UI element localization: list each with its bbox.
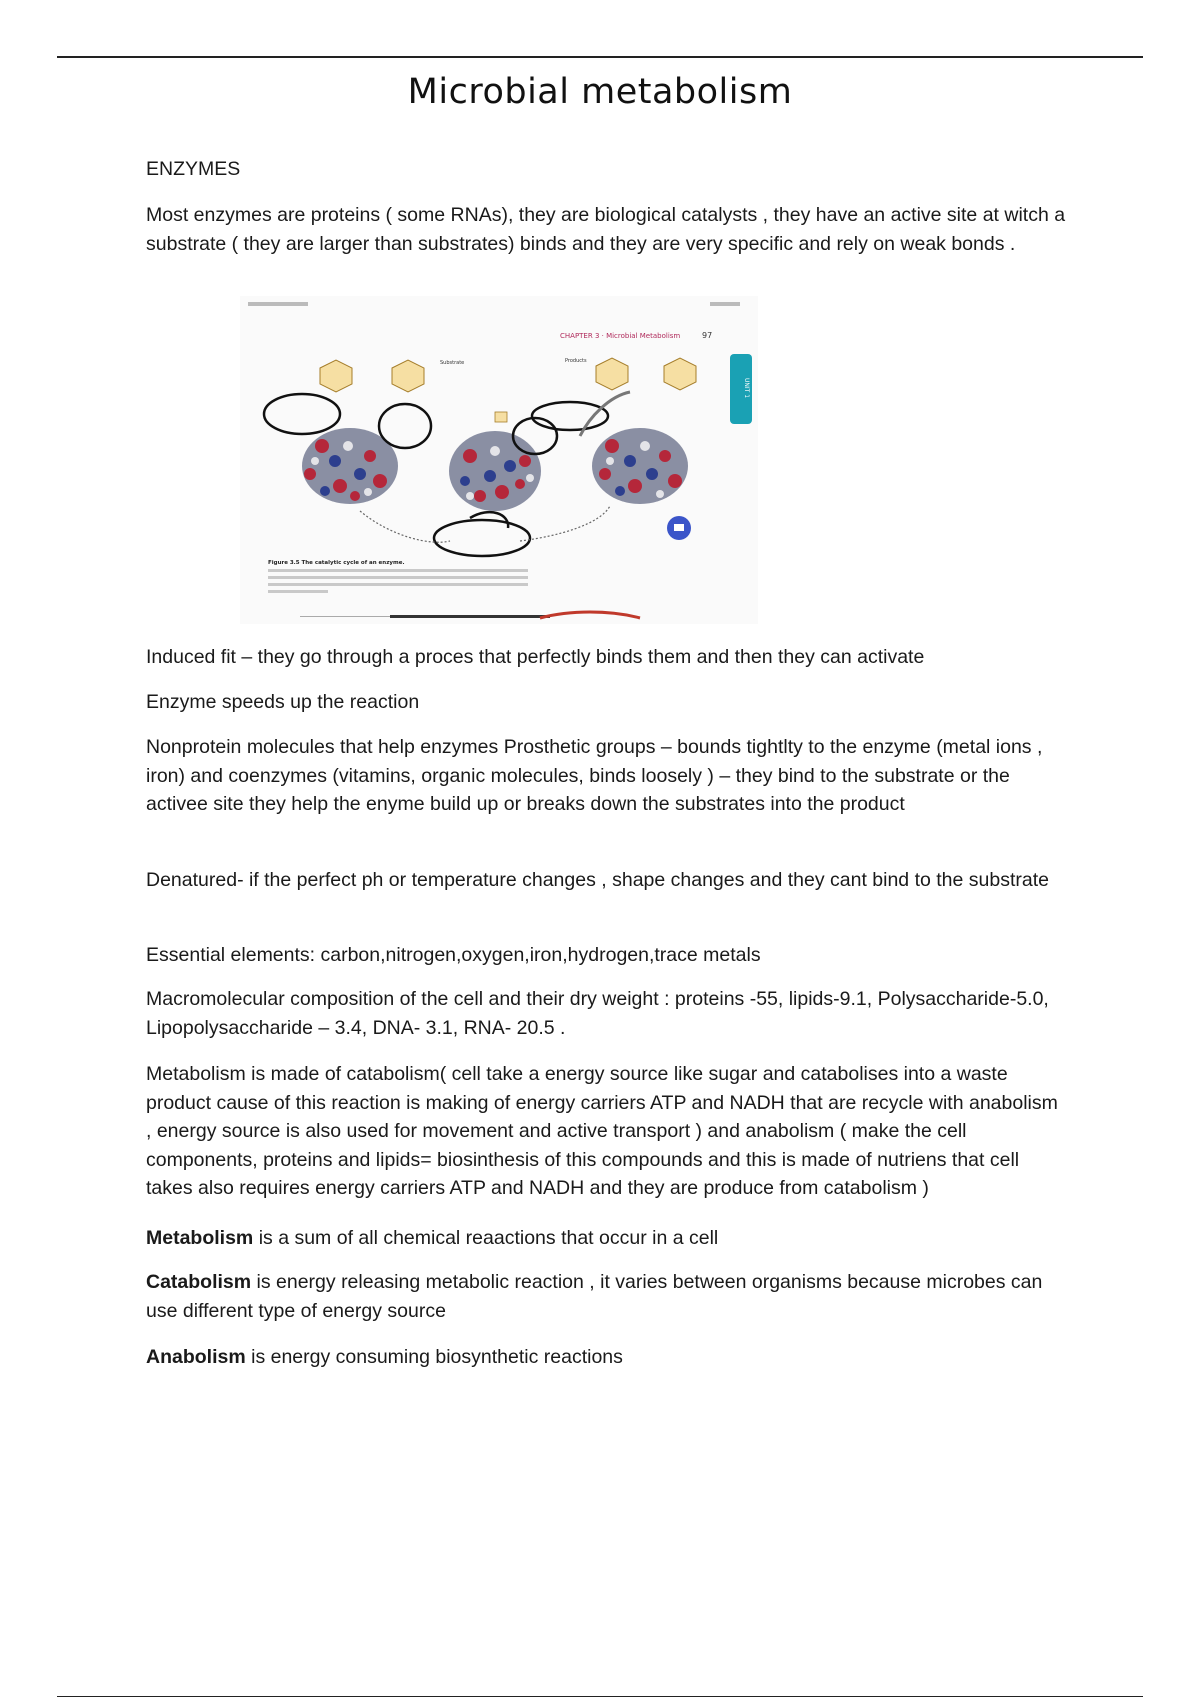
induced-fit-text: Induced fit – they go through a proces that perfectly binds them and then they can activate xyxy=(146,646,925,668)
definition-text: is energy releasing metabolic reaction , it varies between organisms because microbes can use different type of energy source xyxy=(146,1271,1043,1322)
substrate-label: Substrate xyxy=(440,360,465,366)
top-rule xyxy=(57,56,1143,58)
speeds-text: Enzyme speeds up the reaction xyxy=(146,691,420,713)
essential-paragraph xyxy=(146,941,1066,970)
products-label: Products xyxy=(565,358,587,364)
macro-paragraph xyxy=(146,985,1066,1042)
intro-paragraph xyxy=(146,201,1066,258)
enzyme-figure-svg xyxy=(240,296,758,624)
figure-caption: Figure 3.5 The catalytic cycle of an enzyme. xyxy=(268,560,405,566)
denatured-text: Denatured- if the perfect ph or temperature changes , shape changes and they cant bind to the substrate xyxy=(146,869,1049,891)
speeds-paragraph xyxy=(146,688,1066,717)
definition-text: is a sum of all chemical reaactions that occur in a cell xyxy=(253,1227,719,1249)
intro-text: Most enzymes are proteins ( some RNAs), they are biological catalysts , they have an active site at witch a substrate ( they are larger than substrates) binds and they are very specific and rely on weak bonds . xyxy=(146,204,1066,255)
enzyme-cycle-figure xyxy=(240,296,758,624)
definition-anabolism xyxy=(146,1343,1066,1372)
section-heading: ENZYMES xyxy=(146,158,241,180)
definition-term: Metabolism xyxy=(146,1227,254,1249)
chapter-label: CHAPTER 3 · Microbial Metabolism xyxy=(560,332,681,340)
figure-page-number: 97 xyxy=(702,331,713,340)
nonprotein-paragraph xyxy=(146,733,1066,819)
unit-tab-label: UNIT 1 xyxy=(743,378,750,399)
metabolism-text: Metabolism is made of catabolism( cell take a energy source like sugar and catabolises into a waste product cause of this reaction is making of energy carriers ATP and NADH that are recycle with anabolism , energy source is also used for movement and active transport ) and anabolism ( make the cell components, proteins and lipids= biosinthesis of this compounds and this is made of nutriens that cell takes also requires energy carriers ATP and NADH and they are produce from catabolism ) xyxy=(146,1063,1058,1199)
page-title: Microbial metabolism xyxy=(407,72,793,112)
definition-catabolism xyxy=(146,1268,1066,1325)
definition-term: Catabolism xyxy=(146,1271,252,1293)
bottom-rule xyxy=(57,1696,1143,1697)
definition-text: is energy consuming biosynthetic reactions xyxy=(245,1346,623,1368)
nonprotein-text: Nonprotein molecules that help enzymes Prosthetic groups – bounds tightlty to the enzyme (metal ions , iron) and coenzymes (vitamins, organic molecules, binds loosely ) – they bind to the substrate or the activee site they help the enyme build up or breaks down the substrates into the product xyxy=(146,736,1043,815)
metabolism-paragraph xyxy=(146,1060,1066,1203)
essential-text: Essential elements: carbon,nitrogen,oxygen,iron,hydrogen,trace metals xyxy=(146,944,761,966)
macro-text: Macromolecular composition of the cell and their dry weight : proteins -55, lipids-9.1, Polysaccharide-5.0, Lipopolysaccharide – 3.4, DNA- 3.1, RNA- 20.5 . xyxy=(146,988,1049,1039)
definition-term: Anabolism xyxy=(146,1346,246,1368)
definition-metabolism xyxy=(146,1224,1066,1253)
denatured-paragraph xyxy=(146,866,1066,895)
induced-fit-paragraph xyxy=(146,643,1066,672)
